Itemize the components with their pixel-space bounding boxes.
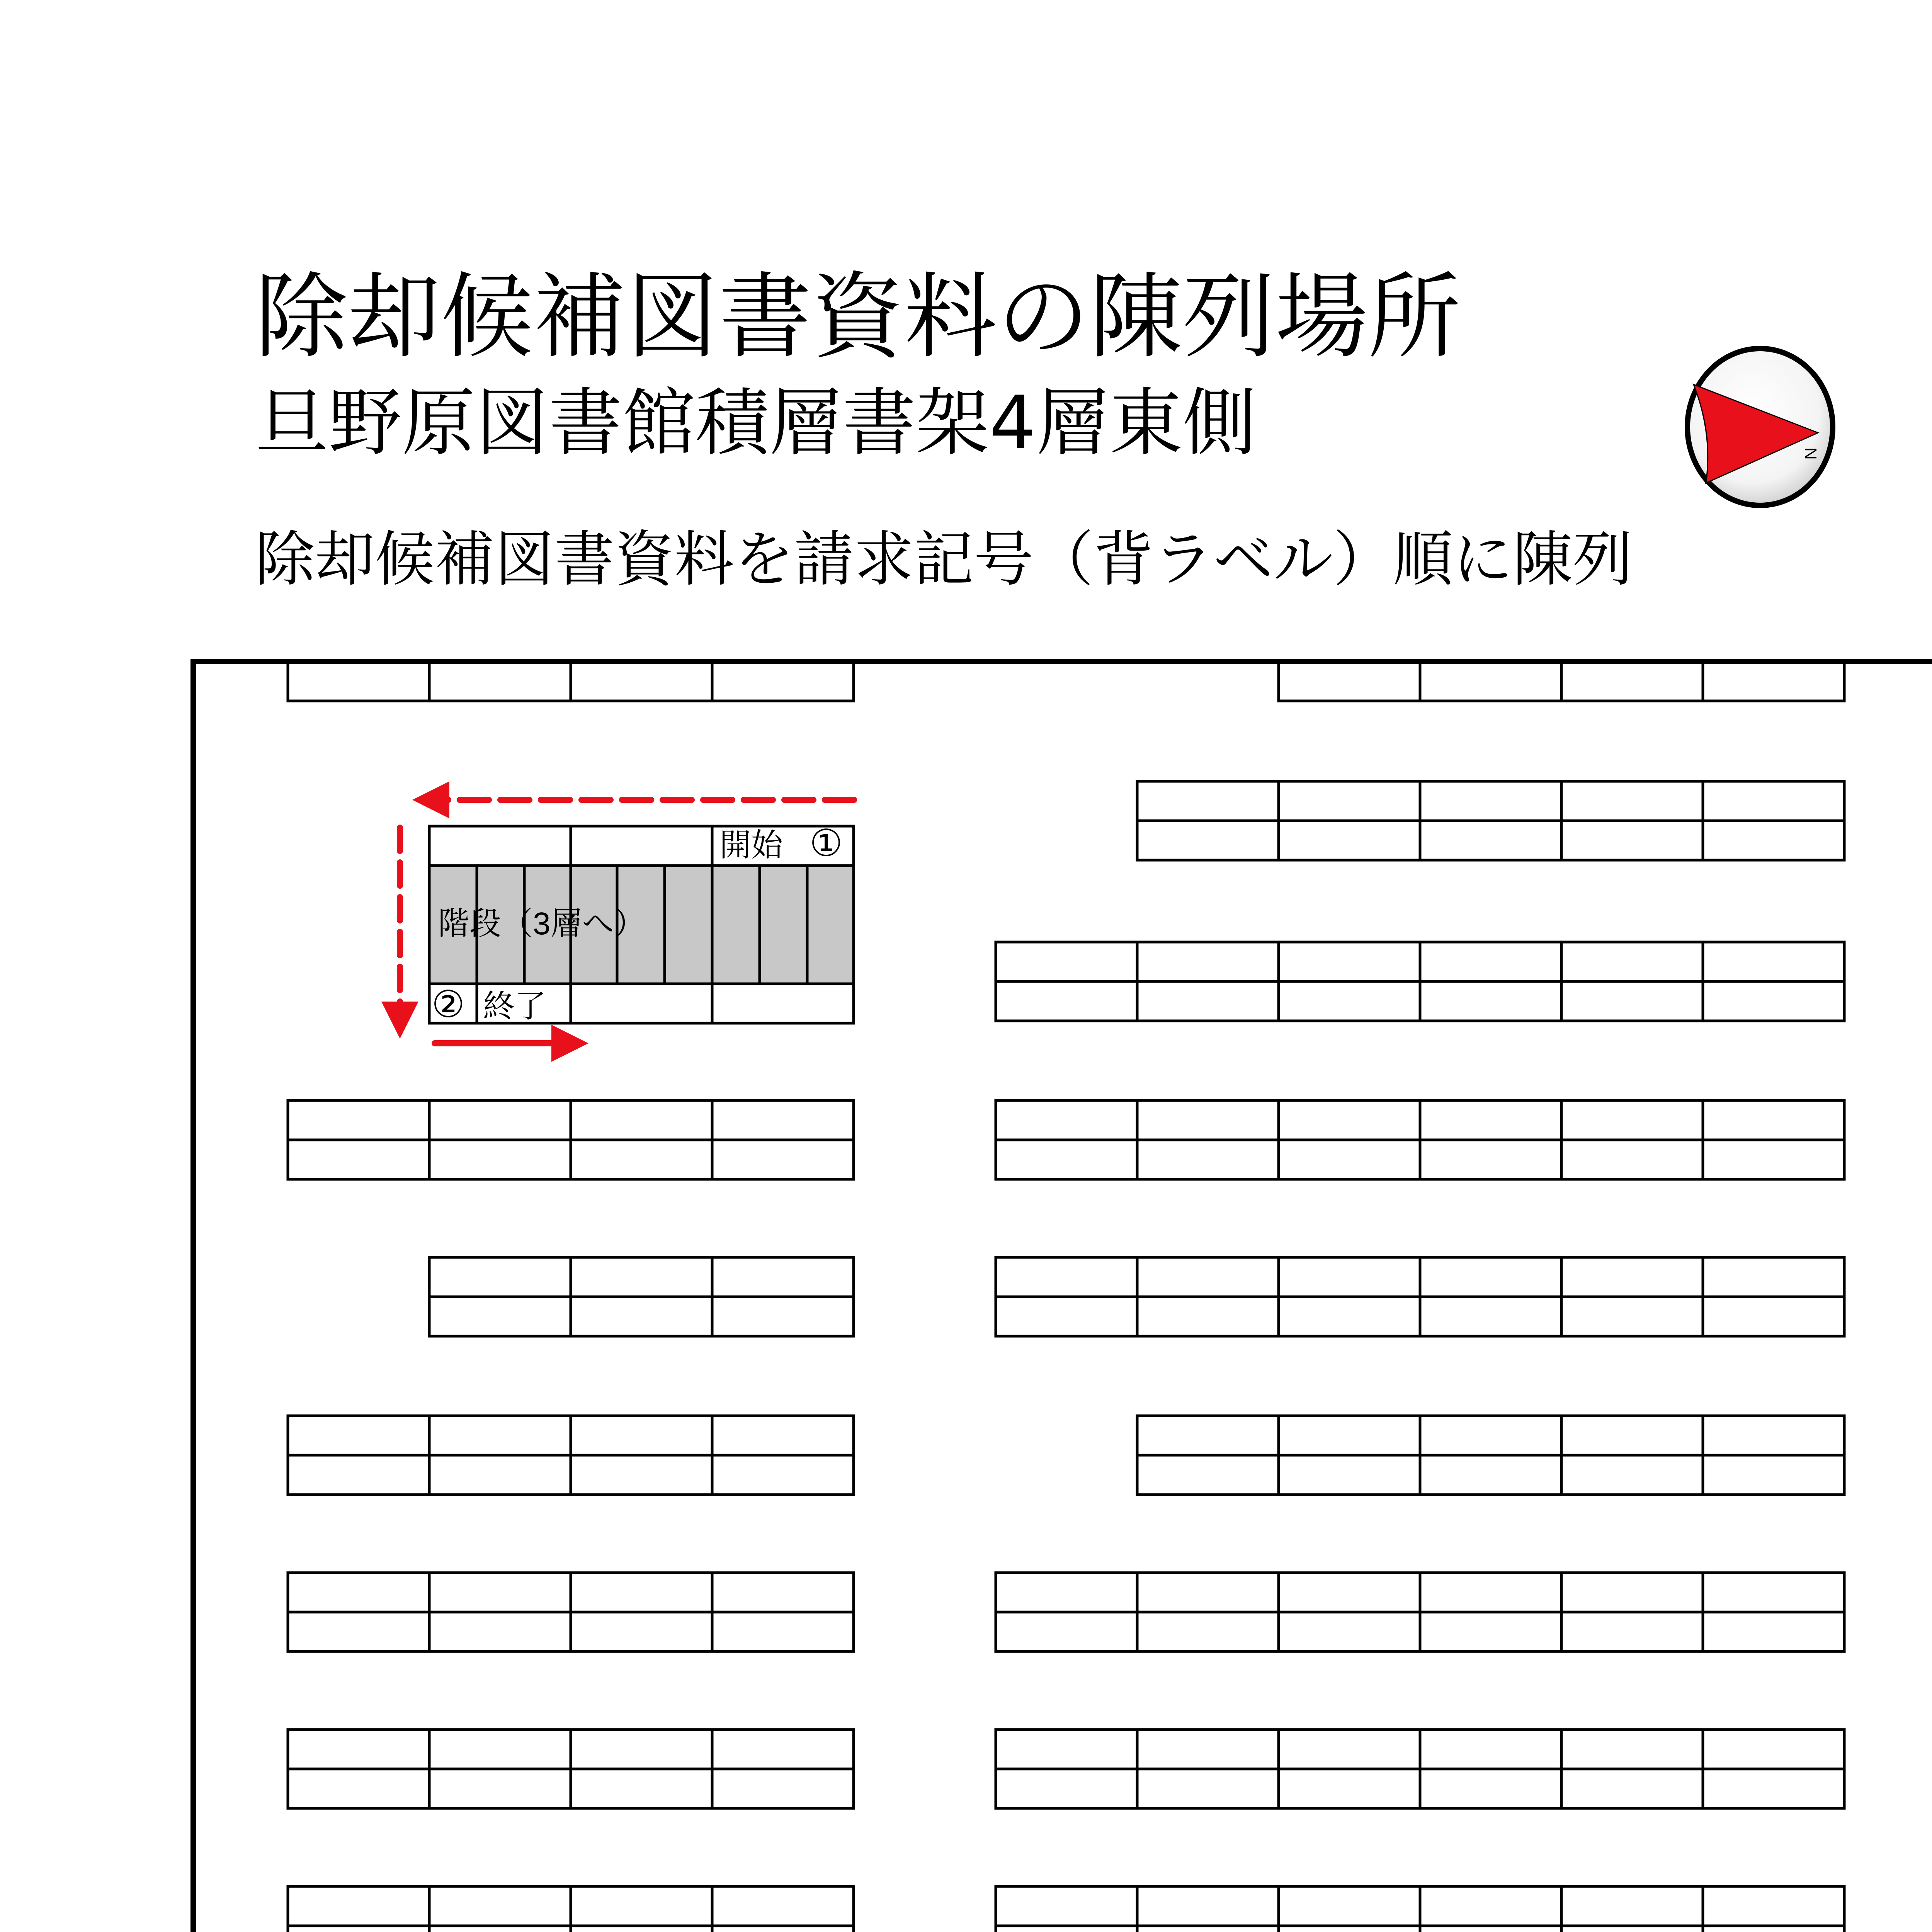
- page-subtitle-location: 旦野原図書館積層書架4層東側: [255, 380, 1256, 466]
- bookshelf-left-row2: [429, 1257, 854, 1336]
- bookshelf-right-row7: [996, 1730, 1844, 1808]
- bookshelf-left-row4: [288, 1573, 854, 1651]
- bookshelf-left-row5: [288, 1730, 854, 1808]
- end-label: 終了: [483, 989, 547, 1024]
- stairs-label: 階段（3層へ）: [438, 906, 646, 941]
- bookshelf-right-row3: [996, 1100, 1844, 1179]
- bookshelf-right-row1: [1137, 781, 1844, 860]
- bookshelf-left-row6: [288, 1886, 854, 1932]
- end-marker: ②: [432, 983, 465, 1026]
- page-description: 除却候補図書資料を請求記号（背ラベル）順に陳列: [255, 524, 1633, 594]
- bookshelf-right-row2: [996, 942, 1844, 1021]
- page-title: 除却候補図書資料の陳列場所: [255, 263, 1461, 371]
- bookshelf-left-row1: [288, 1100, 854, 1179]
- bookshelf-left-row3: [288, 1416, 854, 1495]
- stairs-top-shelf: [429, 826, 854, 866]
- bookshelf-top-left: [288, 662, 854, 701]
- bookshelf-right-row8: [996, 1886, 1844, 1932]
- bookshelf-right-row4: [996, 1257, 1844, 1336]
- compass-north-label: N: [1801, 447, 1820, 460]
- start-marker: ①: [810, 821, 843, 865]
- bookshelf-right-row6: [996, 1573, 1844, 1651]
- start-label: 開始: [719, 828, 783, 863]
- bookshelf-top-right: [1279, 662, 1844, 701]
- bookshelf-right-row5: [1137, 1416, 1844, 1495]
